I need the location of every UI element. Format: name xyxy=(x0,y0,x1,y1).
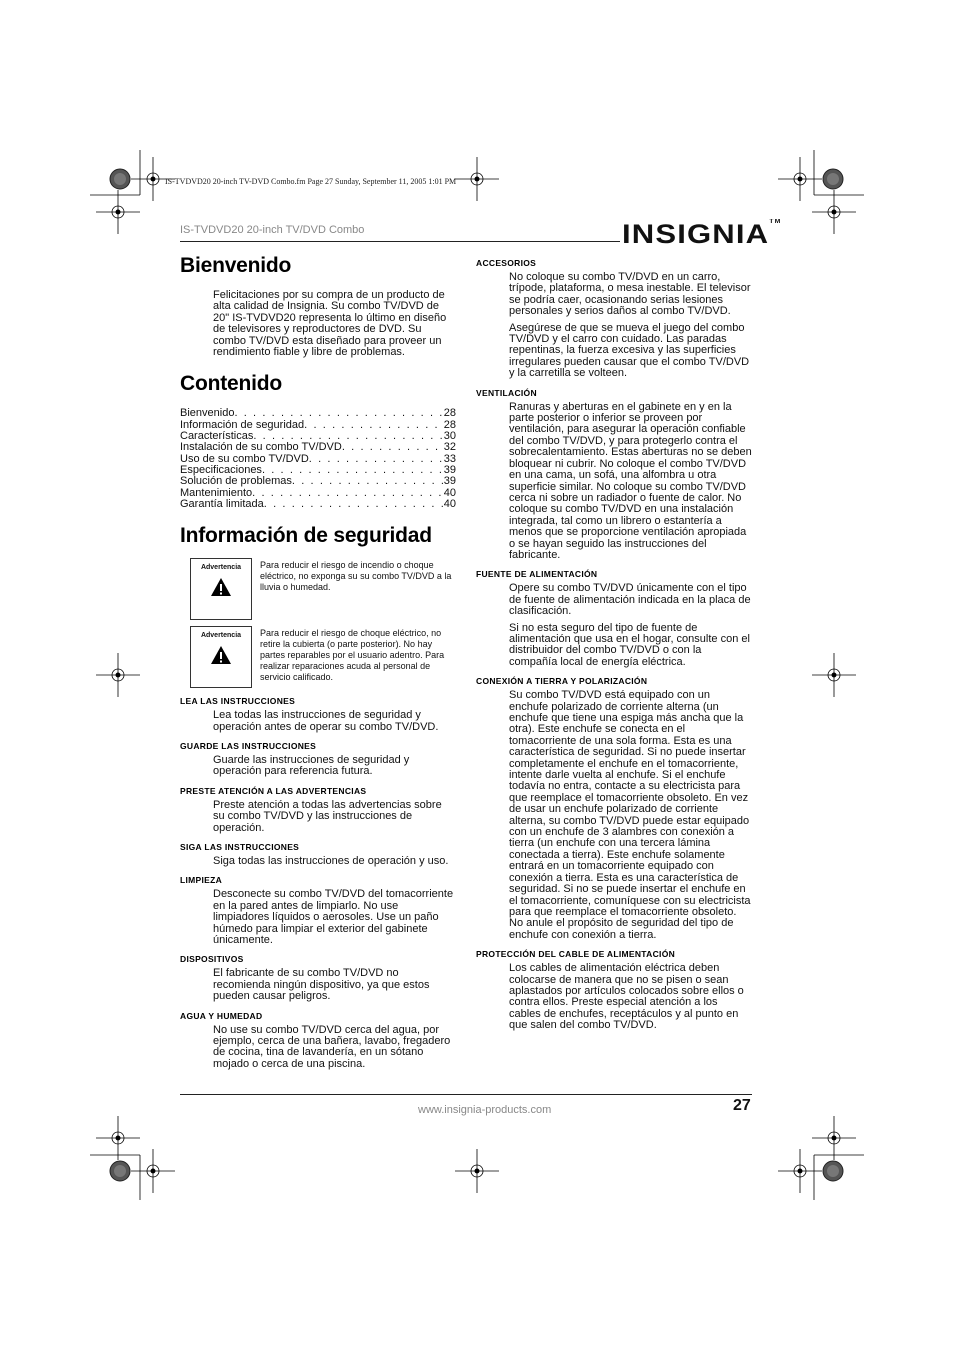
toc-page: 39 xyxy=(443,464,456,476)
warning-triangle-icon xyxy=(210,645,232,670)
bienvenido-heading: Bienvenido xyxy=(180,254,292,277)
toc-label: Características xyxy=(180,431,254,443)
toc-row xyxy=(180,454,456,465)
warnings xyxy=(180,558,456,688)
section-paragraph: El fabricante de su combo TV/DVD no recomienda ningún dispositivo, ya que estos pueden causar peligros. xyxy=(213,967,430,1003)
warning-label: Advertencia xyxy=(200,564,242,572)
insignia-logo xyxy=(622,219,781,250)
section-title: GUARDE LAS INSTRUCCIONES xyxy=(180,740,317,751)
toc-page: 39 xyxy=(443,476,456,488)
toc-row xyxy=(180,465,456,476)
toc-leader xyxy=(304,420,444,431)
toc-leader xyxy=(309,454,444,465)
section-paragraph: Desconecte su combo TV/DVD del tomacorriente en la pared antes de limpiarlo. No use limpiadores líquidos o aerosoles. Use un paño húmedo para limpiar el exterior del gabinete únicamente. xyxy=(213,888,454,946)
toc-label: Especificaciones xyxy=(180,464,262,476)
page-number: 27 xyxy=(733,1097,751,1114)
toc-page: 30 xyxy=(443,431,456,443)
section-paragraph: No use su combo TV/DVD cerca del agua, por ejemplo, cerca de una bañera, lavabo, fregadero de cocina, tina de lavandería, en un sótano mojado o cerca de una piscina. xyxy=(213,1023,451,1070)
toc-label: Garantía limitada xyxy=(180,498,264,510)
toc-leader xyxy=(253,431,443,442)
section-paragraph: Opere su combo TV/DVD únicamente con el tipo de fuente de alimentación indicada en la placa de clasificación. xyxy=(509,582,751,618)
toc-page: 28 xyxy=(443,419,456,431)
section-paragraph: Su combo TV/DVD está equipado con un enchufe polarizado de corriente alterna (un enchufe que tiene una espiga más ancha que la otra). Este enchufe se conecta en el tomacorriente de una sola forma. Esta es una característica de seguridad. Si no puede insertar completamente el enchufe en el tomacorriente, intente darle vuelta al enchufe. Si el enchufe todavía no entra, contacte a su electricista para que reemplace el tomacorriente obsoleto. En vez de usar un enchufe polarizado de corriente alterna, su combo TV/DVD puede estar equipado con un enchufe de 3 alambres con conexión a tierra (un enchufe con una tercera lámina conectada a tierra). Este enchufe solamente entrará en un tomacorriente equipado con conexión a tierra. Esta es una característica de seguridad. Si no se puede insertar el enchufe en el tomacorriente, comuníquese con su electricista para que reemplace el tomacorriente obsoleto. No anule el propósito de seguridad del tipo de enchufe con conexión a tierra. xyxy=(509,689,751,941)
safety-sections-right xyxy=(476,258,752,1032)
warning-block xyxy=(190,626,456,688)
section-title: AGUA Y HUMEDAD xyxy=(180,1010,263,1021)
warning-label: Advertencia xyxy=(200,632,242,640)
warning-text: Para reducir el riesgo de incendio o choque eléctrico, no exponga su su combo TV/DVD a la lluvia o humedad. xyxy=(260,560,452,593)
toc-row xyxy=(180,420,456,431)
toc-label: Información de seguridad xyxy=(180,419,305,431)
header-rule xyxy=(180,241,620,242)
toc-leader xyxy=(264,499,444,510)
footer-url: www.insignia-products.com xyxy=(418,1104,552,1116)
section-title: LEA LAS INSTRUCCIONES xyxy=(180,696,296,707)
section-paragraph: Ranuras y aberturas en el gabinete en y en la parte posterior o inferior se proveen por ventilación, para asegurar la operación confiable del combo TV/DVD, y para protegerlo contra el sobrecalentamiento. Estas aberturas no se deben bloquear ni cubrir. No coloque el combo TV/DVD en una cama, un sofá, una alfombra u otra superficie similar. No coloque su combo TV/DVD cerca ni sobre un radiador o fuente de calor. No coloque su combo TV/DVD en una instalación integrada, tal como un librero o estantería a menos que se proporcione ventilación apropiada o se hayan seguido las instrucciones del fabricante. xyxy=(509,400,752,561)
toc-label: Instalación de su combo TV/DVD xyxy=(180,442,342,454)
toc-row xyxy=(180,499,456,510)
toc-row xyxy=(180,442,456,453)
toc-leader xyxy=(292,476,444,487)
section-title: SIGA LAS INSTRUCCIONES xyxy=(180,841,300,852)
toc-row xyxy=(180,488,456,499)
toc-row xyxy=(180,476,456,487)
section-title: VENTILACIÓN xyxy=(476,387,537,398)
safety-sections-left xyxy=(180,696,456,1070)
toc-leader xyxy=(252,488,444,499)
toc-page: 32 xyxy=(443,442,456,454)
section-paragraph: Preste atención a todas las advertencias sobre su combo TV/DVD y las instrucciones de operación. xyxy=(213,798,442,834)
toc-label: Bienvenido xyxy=(180,408,235,420)
footer-rule xyxy=(180,1094,752,1095)
section-title: ACCESORIOS xyxy=(476,258,537,268)
header-title: IS-TVDVD20 20-inch TV/DVD Combo xyxy=(180,224,365,236)
table-of-contents xyxy=(180,408,456,510)
section-paragraph: Lea todas las instrucciones de seguridad y operación antes de operar su combo TV/DVD. xyxy=(213,709,439,733)
section-paragraph: No coloque su combo TV/DVD en un carro, trípode, plataforma, o mesa inestable. El televisor se podría caer, ocasionando serias lesiones personales y serios daños al combo TV/DVD. xyxy=(509,271,751,318)
section-paragraph: Guarde las instrucciones de seguridad y operación para referencia futura. xyxy=(213,753,410,778)
seguridad-heading: Información de seguridad xyxy=(180,524,432,548)
toc-label: Uso de su combo TV/DVD xyxy=(180,453,309,465)
logo-text: INSIGNIA xyxy=(622,219,770,249)
section-title: PROTECCIÓN DEL CABLE DE ALIMENTACIÓN xyxy=(476,949,676,960)
section-paragraph: Si no esta seguro del tipo de fuente de alimentación que usa en el hogar, consulte con el distribuidor del combo TV/DVD o con la compañía local de energía eléctrica. xyxy=(509,621,750,668)
section-paragraph: Asegúrese de que se mueva el juego del combo TV/DVD y el carro con cuidado. Las paradas repentinas, la fuerza excesiva y las superficies irregulares pueden causar que el combo TV/DVD y la carretilla se volteen. xyxy=(509,321,750,380)
section-title: FUENTE DE ALIMENTACIÓN xyxy=(476,569,598,580)
toc-page: 40 xyxy=(443,487,456,499)
toc-label: Mantenimiento xyxy=(180,487,253,499)
toc-leader xyxy=(262,465,444,476)
bienvenido-text: Felicitaciones por su compra de un producto de alta calidad de Insignia. Su combo TV/DVD de 20" IS-TVDVD20 representa lo último en diseño de televisores y reproductores de DVD. Su combo TV/DVD esta diseñado para proveer un rendimiento fiable y libre de problemas. xyxy=(213,289,447,359)
toc-page: 28 xyxy=(443,408,456,420)
section-paragraph: Los cables de alimentación eléctrica deben colocarse de manera que no se pisen o sean aplastados por artículos colocados sobre ellos o contra ellos. Preste especial atención a los cables de enchufes, receptáculos y al punto en que salen del combo TV/DVD. xyxy=(509,962,744,1032)
toc-page: 40 xyxy=(443,498,456,510)
section-title: DISPOSITIVOS xyxy=(180,954,244,965)
section-title: CONEXIÓN A TIERRA Y POLARIZACIÓN xyxy=(476,676,648,687)
warning-triangle-icon xyxy=(210,577,232,602)
logo-tm: TM xyxy=(769,219,782,225)
section-paragraph: Siga todas las instrucciones de operación y uso. xyxy=(213,854,449,867)
toc-leader xyxy=(234,408,443,419)
warning-text: Para reducir el riesgo de choque eléctrico, no retire la cubierta (o parte posterior). No hay partes reparables por el usuario adentro. Para realizar reparaciones acuda al personal de servicio calificado. xyxy=(260,628,445,683)
right-column xyxy=(476,254,752,1037)
toc-page: 33 xyxy=(443,453,456,465)
section-title: LIMPIEZA xyxy=(180,875,223,886)
warning-box xyxy=(190,558,252,620)
warning-box xyxy=(190,626,252,688)
left-column xyxy=(180,254,456,1075)
warning-block xyxy=(190,558,456,620)
section-title: PRESTE ATENCIÓN A LAS ADVERTENCIAS xyxy=(180,785,367,796)
toc-row xyxy=(180,408,456,419)
contenido-heading: Contenido xyxy=(180,372,283,396)
toc-row xyxy=(180,431,456,442)
toc-leader xyxy=(342,442,444,453)
printer-slug: IS-TVDVD20 20-inch TV-DVD Combo.fm Page 27 Sunday, September 11, 2005 1:01 PM xyxy=(165,177,457,186)
toc-label: Solución de problemas xyxy=(180,476,292,488)
